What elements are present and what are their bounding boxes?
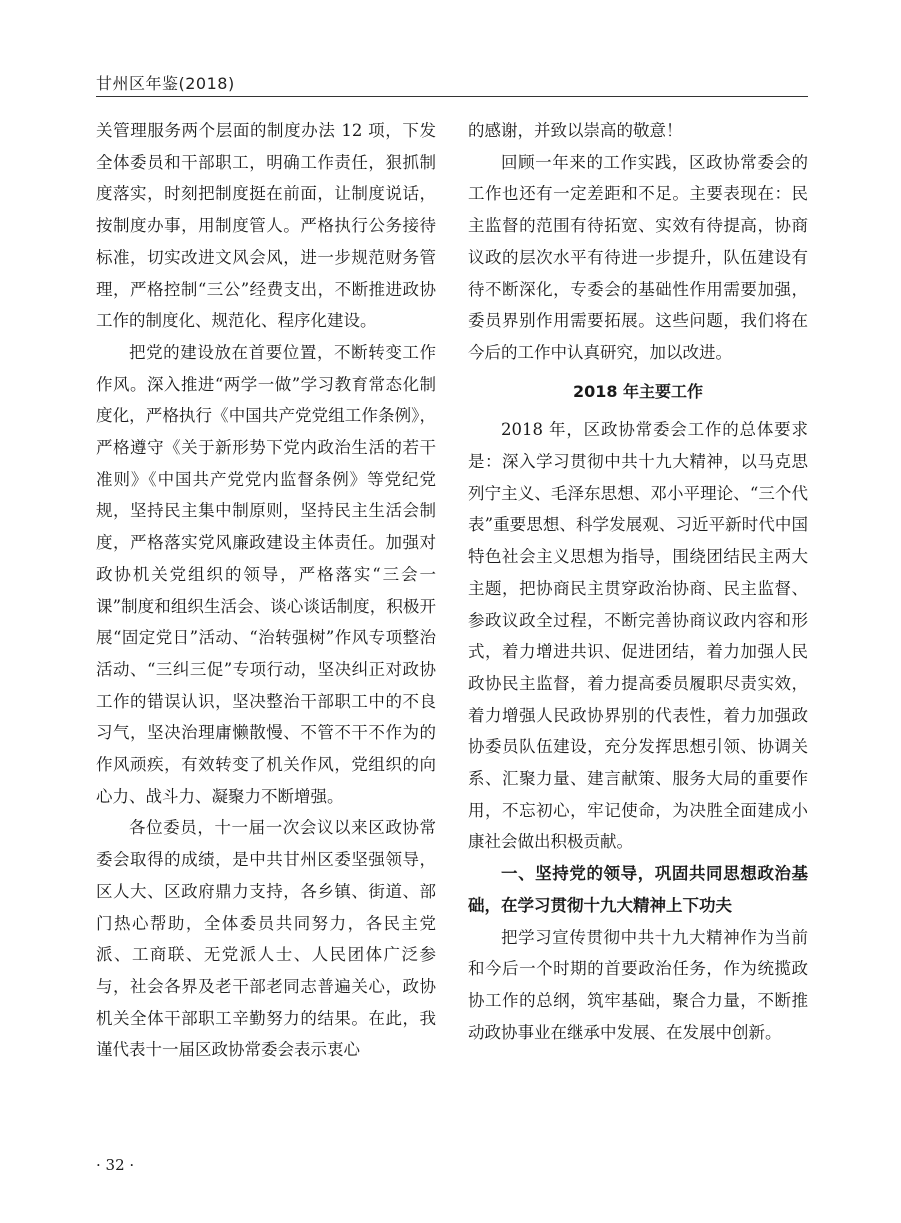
paragraph: 各位委员，十一届一次会议以来区政协常委会取得的成绩，是中共甘州区委坚强领导，区人大、区政府鼎力支持，各乡镇、街道、部门热心帮助，全体委员共同努力，各民主党派、工商联、无党派人士、人民团体广泛参与，社会各界及老干部老同志普遍关心，政协机关全体干部职工辛勤努力的结果。在此，我谨代表十一届区政协常委会表示衷心 — [96, 818, 436, 1060]
paragraph: 把党的建设放在首要位置，不断转变工作作风。深入推进“两学一做”学习教育常态化制度化，严格执行《中国共产党党组工作条例》，严格遵守《关于新形势下党内政治生活的若干准则》《中国共产党党内监督条例》等党纪党规，坚持民主集中制原则，坚持民主生活会制度，严格落实党风廉政建设主体责任。加强对政协机关党组织的领导，严格落实“三会一课”制度和组织生活会、谈心谈话制度，积极开展“固定党日”活动、“治转强树”作风专项整治活动、“三纠三促”专项行动，坚决纠正对政协工作的错误认识，坚决整治干部职工中的不良习气，坚决治理庸懒散慢、不管不干不作为的作风顽疾，有效转变了机关作风，党组织的向心力、战斗力、凝聚力不断增强。 — [96, 342, 436, 806]
paragraph: 回顾一年来的工作实践，区政协常委会的工作也还有一定差距和不足。主要表现在：民主监督的范围有待拓宽、实效有待提高，协商议政的层次水平有待进一步提升，队伍建设有待不断深化，专委会的基础性作用需要加强，委员界别作用需要拓展。这些问题，我们将在今后的工作中认真研究，加以改进。 — [468, 152, 808, 362]
section-title: 2018 年主要工作 — [572, 381, 704, 401]
right-column — [468, 115, 808, 1048]
paragraph: 把学习宣传贯彻中共十九大精神作为当前和今后一个时期的首要政治任务，作为统揽政协工作的总纲，筑牢基础，聚合力量，不断推动政协事业在继承中发展、在发展中创新。 — [468, 927, 808, 1042]
paragraph: 2018 年，区政协常委会工作的总体要求是：深入学习贯彻中共十九大精神，以马克思列宁主义、毛泽东思想、邓小平理论、“三个代表”重要思想、科学发展观、习近平新时代中国特色社会主义思想为指导，围绕团结民主两大主题，把协商民主贯穿政治协商、民主监督、参政议政全过程，不断完善协商议政内容和形式，着力增进共识、促进团结，着力加强人民政协民主监督，着力提高委员履职尽责实效，着力增强人民政协界别的代表性，着力加强政协委员队伍建设，充分发挥思想引领、协调关系、汇聚力量、建言献策、服务大局的重要作用，不忘初心，牢记使命，为决胜全面建成小康社会做出积极贡献。 — [468, 420, 808, 852]
page-number: · 32 · — [96, 1156, 135, 1174]
left-column — [96, 115, 436, 1066]
paragraph: 的感谢，并致以崇高的敬意！ — [468, 121, 683, 140]
header-rule — [96, 96, 808, 97]
subsection-heading: 一、坚持党的领导，巩固共同思想政治基础，在学习贯彻十九大精神上下功夫 — [468, 864, 808, 915]
running-title: 甘州区年鉴(2018) — [96, 74, 235, 93]
paragraph: 关管理服务两个层面的制度办法 12 项，下发全体委员和干部职工，明确工作责任，狠抓制度落实，时刻把制度挺在前面，让制度说话，按制度办事，用制度管人。严格执行公务接待标准，切实改进文风会风，进一步规范财务管理，严格控制“三公”经费支出，不断推进政协工作的制度化、规范化、程序化建设。 — [96, 121, 436, 331]
